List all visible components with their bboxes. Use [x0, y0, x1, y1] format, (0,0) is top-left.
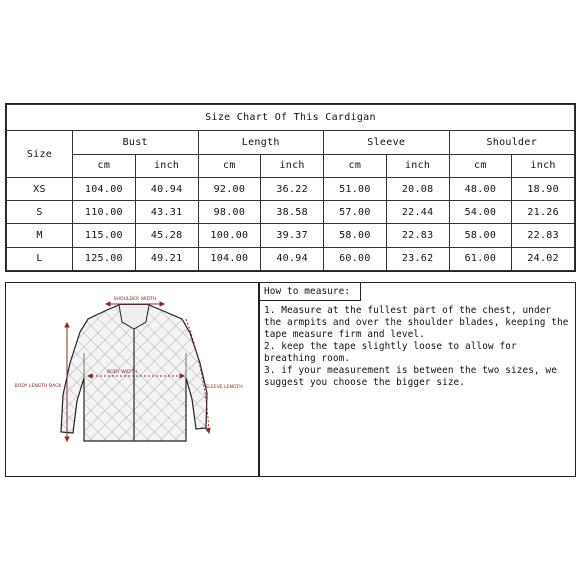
value-cell: 92.00 [198, 177, 261, 200]
table-row [7, 247, 575, 270]
value-cell: 39.37 [261, 224, 324, 247]
value-cell: 57.00 [324, 201, 387, 224]
value-cell: 100.00 [198, 224, 261, 247]
value-cell: 104.00 [73, 177, 136, 200]
table-row [7, 177, 575, 200]
dimension-labels [6, 283, 258, 476]
value-cell: 58.00 [324, 224, 387, 247]
value-cell: 115.00 [73, 224, 136, 247]
jacket-diagram-panel [5, 282, 259, 477]
value-cell: 22.83 [386, 224, 449, 247]
value-cell: 38.58 [261, 201, 324, 224]
size-chart [5, 103, 576, 272]
sleeve-length-label: SLEEVE LENGTH [205, 385, 243, 390]
value-cell: 60.00 [324, 247, 387, 270]
measure-instructions [264, 305, 571, 389]
value-cell: 104.00 [198, 247, 261, 270]
value-cell: 20.08 [386, 177, 449, 200]
value-cell: 58.00 [449, 224, 512, 247]
instruction-item: 2. keep the tape slightly loose to allow for breathing room. [264, 341, 517, 364]
value-cell: 22.44 [386, 201, 449, 224]
group-header-row [7, 131, 575, 154]
table-row [7, 224, 575, 247]
value-cell: 45.28 [135, 224, 198, 247]
unit-header-row [7, 154, 575, 177]
value-cell: 54.00 [449, 201, 512, 224]
value-cell: 125.00 [73, 247, 136, 270]
size-cell: XS [7, 177, 73, 200]
value-cell: 51.00 [324, 177, 387, 200]
value-cell: 40.94 [135, 177, 198, 200]
value-cell: 18.90 [512, 177, 575, 200]
table-title-row [7, 105, 575, 131]
how-to-measure-title: How to measure: [260, 283, 361, 301]
unit-header: cm [198, 154, 261, 177]
body-width-label: BODY WIDTH [107, 370, 137, 375]
value-cell: 49.21 [135, 247, 198, 270]
value-cell: 24.02 [512, 247, 575, 270]
value-cell: 48.00 [449, 177, 512, 200]
value-cell: 61.00 [449, 247, 512, 270]
how-to-measure-panel [259, 282, 576, 477]
size-cell: L [7, 247, 73, 270]
length-header: Length [198, 131, 324, 154]
sleeve-header: Sleeve [324, 131, 450, 154]
unit-header: inch [261, 154, 324, 177]
value-cell: 110.00 [73, 201, 136, 224]
instruction-item: 1. Measure at the fullest part of the chest, under the armpits and over the shoulder blades, keeping the tape measure firm and level. [264, 305, 569, 340]
bust-header: Bust [73, 131, 199, 154]
size-cell: S [7, 201, 73, 224]
body-length-label: BODY LENGTH BACK [14, 384, 62, 389]
size-cell: M [7, 224, 73, 247]
instruction-item: 3. if your measurement is between the two sizes, we suggest you choose the bigger size. [264, 365, 557, 388]
unit-header: inch [512, 154, 575, 177]
value-cell: 40.94 [261, 247, 324, 270]
table-row [7, 201, 575, 224]
value-cell: 43.31 [135, 201, 198, 224]
unit-header: inch [386, 154, 449, 177]
size-header: Size [7, 131, 73, 178]
size-table [6, 104, 575, 271]
value-cell: 21.26 [512, 201, 575, 224]
unit-header: cm [324, 154, 387, 177]
unit-header: inch [135, 154, 198, 177]
shoulder-width-label: SHOULDER WIDTH [113, 297, 157, 302]
shoulder-header: Shoulder [449, 131, 575, 154]
value-cell: 23.62 [386, 247, 449, 270]
table-title: Size Chart Of This Cardigan [7, 105, 575, 131]
unit-header: cm [73, 154, 136, 177]
unit-header: cm [449, 154, 512, 177]
value-cell: 36.22 [261, 177, 324, 200]
value-cell: 98.00 [198, 201, 261, 224]
value-cell: 22.83 [512, 224, 575, 247]
